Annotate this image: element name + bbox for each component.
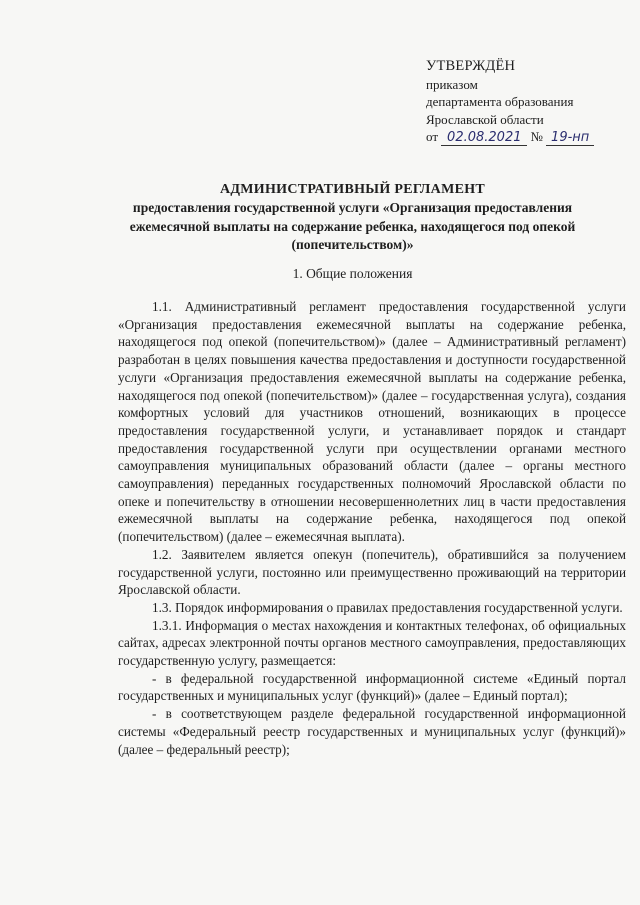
date-prefix: от bbox=[426, 129, 439, 144]
approval-line: Ярославской области bbox=[426, 111, 544, 127]
handwritten-number: 19-нп bbox=[546, 130, 594, 146]
number-prefix: № bbox=[530, 129, 543, 144]
paragraph: 1.3. Порядок информирования о правилах предоставления государственной услуги. bbox=[152, 599, 623, 615]
document-title: АДМИНИСТРАТИВНЫЙ РЕГЛАМЕНТ bbox=[219, 182, 486, 197]
approval-stamp-block bbox=[426, 58, 626, 146]
paragraph: 1.1. Административный регламент предоставления государственной услуги «Организация предоставления ежемесячной выплаты на содержание ребенка, находящегося под опекой (попечительством)» (далее – Административный регламент) разработан в целях повышения качества предоставления и доступности государственной услуги «Организация предоставления ежемесячной выплаты на содержание ребенка, находящегося под опекой (попечительством)» (далее – государственная услуга), создания комфортных условий для участников отношений, возникающих в процессе предоставления государственной услуги, и устанавливает порядок и стандарт предоставления государственной услуги при осуществлении органами местного самоуправления муниципальных образований области (далее – органы местного самоуправления) переданных государственных полномочий Ярославской области по опеке и попечительству в отношении несовершеннолетних лиц в части предоставления ежемесячной выплаты на содержание ребенка, находящегося под опекой (попечительством) (далее – ежемесячная выплата). bbox=[118, 299, 626, 545]
paragraph: - в федеральной государственной информационной системе «Единый портал государственных и муниципальных услуг (функций)» (далее – Единый портал); bbox=[118, 670, 626, 704]
document-title-block bbox=[100, 180, 605, 255]
approval-line: департамента образования bbox=[426, 94, 574, 109]
approval-line: приказом bbox=[426, 76, 478, 92]
document-body bbox=[118, 298, 626, 758]
document-subtitle: предоставления государственной услуги «Организация предоставления ежемесячной выплаты на содержание ребенка, находящегося под опекой (попечительством)» bbox=[129, 200, 576, 252]
paragraph: - в соответствующем разделе федеральной государственной информационной системы «Федеральный реестр государственных и муниципальных услуг (функций)» (далее – федеральный реестр); bbox=[118, 706, 626, 757]
handwritten-date: 02.08.2021 bbox=[441, 130, 527, 146]
section-heading: 1. Общие положения bbox=[292, 266, 413, 281]
paragraph: 1.3.1. Информация о местах нахождения и контактных телефонах, об официальных сайтах, адресах электронной почты органов местного самоуправления, предоставляющих государственную услугу, размещается: bbox=[118, 617, 626, 669]
approval-heading: УТВЕРЖДЁН bbox=[426, 58, 516, 74]
paragraph: 1.2. Заявителем является опекун (попечитель), обратившийся за получением государственной услуги, постоянно или преимущественно проживающий на территории Ярославской области. bbox=[118, 546, 626, 598]
order-date-number-line bbox=[426, 128, 626, 146]
